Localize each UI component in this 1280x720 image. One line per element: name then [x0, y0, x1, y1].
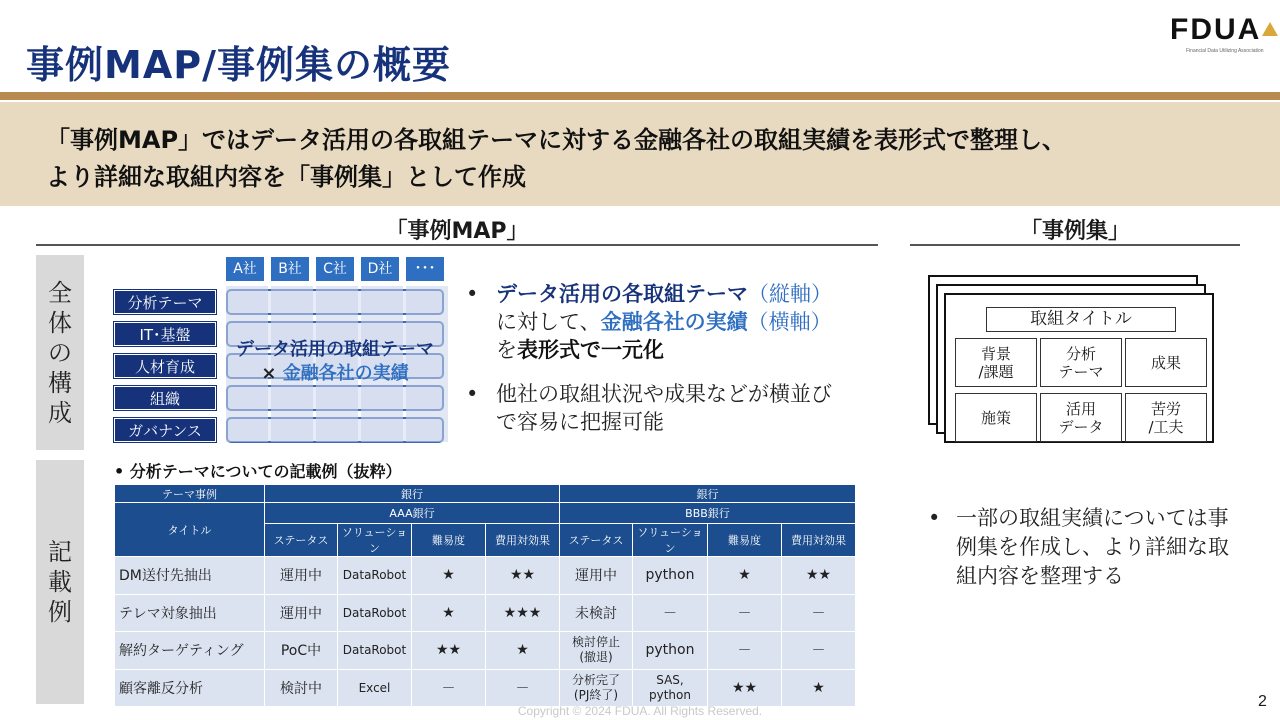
case-title-cell: DM送付先抽出 — [115, 557, 265, 595]
case-cell: DataRobot — [338, 557, 412, 595]
card-cell-background: 背景 /課題 — [955, 338, 1037, 387]
case-cell: ★★ — [782, 557, 856, 595]
side-tab-char: 体 — [48, 308, 72, 337]
theme-governance: ガバナンス — [114, 418, 216, 442]
overlay-line-2-text: 金融各社の実績 — [282, 363, 409, 384]
banner-line-2: より詳細な取組内容を「事例集」として作成 — [46, 163, 526, 191]
case-cell: 未検討 — [560, 594, 633, 632]
side-tab-char: 載 — [48, 568, 72, 596]
bullet-dot: • — [466, 382, 479, 406]
case-cell: ★★★ — [486, 594, 560, 632]
casebook-bullet-text: 一部の取組実績については事例集を作成し、より詳細な取組内容を整理する — [956, 506, 1229, 588]
case-cell: 運用中 — [560, 557, 633, 595]
case-title-cell: 解約ターゲティング — [115, 632, 265, 670]
header-col: ソリューション — [338, 524, 412, 557]
case-cell: － — [486, 669, 560, 707]
case-cell: 分析完了 (PJ終了) — [560, 669, 633, 707]
casebook-bullet — [928, 504, 1246, 591]
summary-banner — [0, 102, 1280, 206]
card-title: 取組タイトル — [986, 307, 1176, 332]
case-cell: SAS, python — [633, 669, 708, 707]
header-col: 難易度 — [708, 524, 782, 557]
case-cell: － — [708, 594, 782, 632]
case-cell: ★★ — [412, 632, 486, 670]
header-col: 難易度 — [412, 524, 486, 557]
card-cell-result: 成果 — [1125, 338, 1207, 387]
header-divider — [0, 92, 1280, 100]
card-cell-measure: 施策 — [955, 393, 1037, 442]
matrix-overlay — [226, 338, 444, 386]
case-title-cell: 顧客離反分析 — [115, 669, 265, 707]
side-tab-overall — [36, 255, 84, 450]
company-a: A社 — [226, 257, 264, 281]
header-aaa-bank: AAA銀行 — [265, 503, 560, 524]
table-header-row-1 — [115, 485, 856, 503]
header-theme-case: テーマ事例 — [115, 485, 265, 503]
header-col: 費用対効果 — [782, 524, 856, 557]
card-cell-effort: 苦労 /工夫 — [1125, 393, 1207, 442]
header-title: タイトル — [115, 503, 265, 557]
bullet-dot: • — [928, 506, 941, 530]
overlay-times: × — [261, 363, 277, 384]
case-cell: 運用中 — [265, 557, 338, 595]
copyright: Copyright © 2024 FDUA. All Rights Reserved. — [517, 704, 763, 718]
header-col: ソリューション — [633, 524, 708, 557]
company-d: D社 — [361, 257, 399, 281]
theme-hr: 人材育成 — [114, 354, 216, 378]
case-cell: PoC中 — [265, 632, 338, 670]
case-cell: DataRobot — [338, 632, 412, 670]
table-body — [115, 557, 856, 707]
case-cell: － — [633, 594, 708, 632]
header-bbb-bank: BBB銀行 — [560, 503, 856, 524]
case-cell: 検討停止 (撤退) — [560, 632, 633, 670]
case-cell: － — [708, 632, 782, 670]
map-heading: 「事例MAP」 — [385, 219, 529, 244]
header-bank-1: 銀行 — [265, 485, 560, 503]
case-cell: ★ — [486, 632, 560, 670]
page-title: 事例MAP/事例集の概要 — [26, 43, 451, 87]
case-title-cell: テレマ対象抽出 — [115, 594, 265, 632]
card-cell-theme: 分析 テーマ — [1040, 338, 1122, 387]
case-cell: python — [633, 557, 708, 595]
theme-analysis: 分析テーマ — [114, 290, 216, 314]
logo-subtitle: Financial Data Utilizing Association — [1186, 48, 1264, 54]
bullet2-line-2: で容易に把握可能 — [496, 410, 664, 434]
bullet1-part-e: （横軸） — [747, 310, 832, 334]
case-cell: － — [782, 594, 856, 632]
bullet-dot: • — [466, 282, 479, 306]
overlay-line-1: データ活用の取組テーマ — [236, 339, 434, 360]
theme-organization: 組織 — [114, 386, 216, 410]
case-cell: ★ — [782, 669, 856, 707]
case-cell: ★ — [412, 594, 486, 632]
case-cell: ★ — [708, 557, 782, 595]
bullet1-part-g: 表形式で一元化 — [517, 338, 664, 362]
casebook-heading: 「事例集」 — [1019, 219, 1130, 244]
table-row — [115, 557, 856, 595]
company-b: B社 — [271, 257, 309, 281]
case-cell: ★ — [412, 557, 486, 595]
case-cell: － — [782, 632, 856, 670]
bullet1-part-a: データ活用の各取組テーマ — [496, 282, 748, 306]
table-header-row-2 — [115, 503, 856, 524]
header-col: 費用対効果 — [486, 524, 560, 557]
map-bullet-1 — [466, 280, 866, 364]
overlay-line-2 — [226, 362, 444, 386]
case-cell: ★★ — [708, 669, 782, 707]
header-bank-2: 銀行 — [560, 485, 856, 503]
casebook-heading-rule — [910, 244, 1240, 246]
page-number: 2 — [1258, 693, 1267, 710]
bullet1-part-f: を — [496, 338, 517, 362]
table-row — [115, 594, 856, 632]
header-col: ステータス — [560, 524, 633, 557]
side-tab-char: 構 — [48, 368, 72, 397]
map-bullet-2 — [466, 380, 866, 436]
banner-line-1: 「事例MAP」ではデータ活用の各取組テーマに対する金融各社の取組実績を表形式で整理し、 — [46, 126, 1067, 154]
logo-triangle-icon — [1262, 22, 1278, 36]
side-tab-char: の — [48, 338, 72, 367]
table-row — [115, 632, 856, 670]
side-tab-char: 記 — [48, 538, 72, 566]
case-table — [114, 484, 856, 707]
case-cell: 検討中 — [265, 669, 338, 707]
company-more: ･･･ — [406, 257, 444, 281]
side-tab-char: 全 — [48, 278, 72, 307]
case-cell: 運用中 — [265, 594, 338, 632]
bullet1-part-c: に対して、 — [496, 310, 601, 334]
bullet2-line-1: 他社の取組状況や成果などが横並び — [496, 382, 832, 406]
sample-label: • 分析テーマについての記載例（抜粋） — [114, 462, 402, 481]
case-cell: － — [412, 669, 486, 707]
logo-text: FDUA — [1170, 13, 1262, 46]
theme-it-infra: IT･基盤 — [114, 322, 216, 346]
side-tab-char: 例 — [48, 598, 72, 626]
bullet1-part-b: （縦軸） — [748, 282, 832, 306]
bullet1-part-d: 金融各社の実績 — [600, 310, 748, 334]
case-cell: ★★ — [486, 557, 560, 595]
company-c: C社 — [316, 257, 354, 281]
case-cell: DataRobot — [338, 594, 412, 632]
side-tab-char: 成 — [48, 398, 72, 427]
side-tab-example — [36, 460, 84, 704]
map-heading-rule — [36, 244, 878, 246]
header-col: ステータス — [265, 524, 338, 557]
fdua-logo — [1170, 14, 1280, 70]
case-cell: python — [633, 632, 708, 670]
case-cell: Excel — [338, 669, 412, 707]
card-cell-data: 活用 データ — [1040, 393, 1122, 442]
table-row — [115, 669, 856, 707]
